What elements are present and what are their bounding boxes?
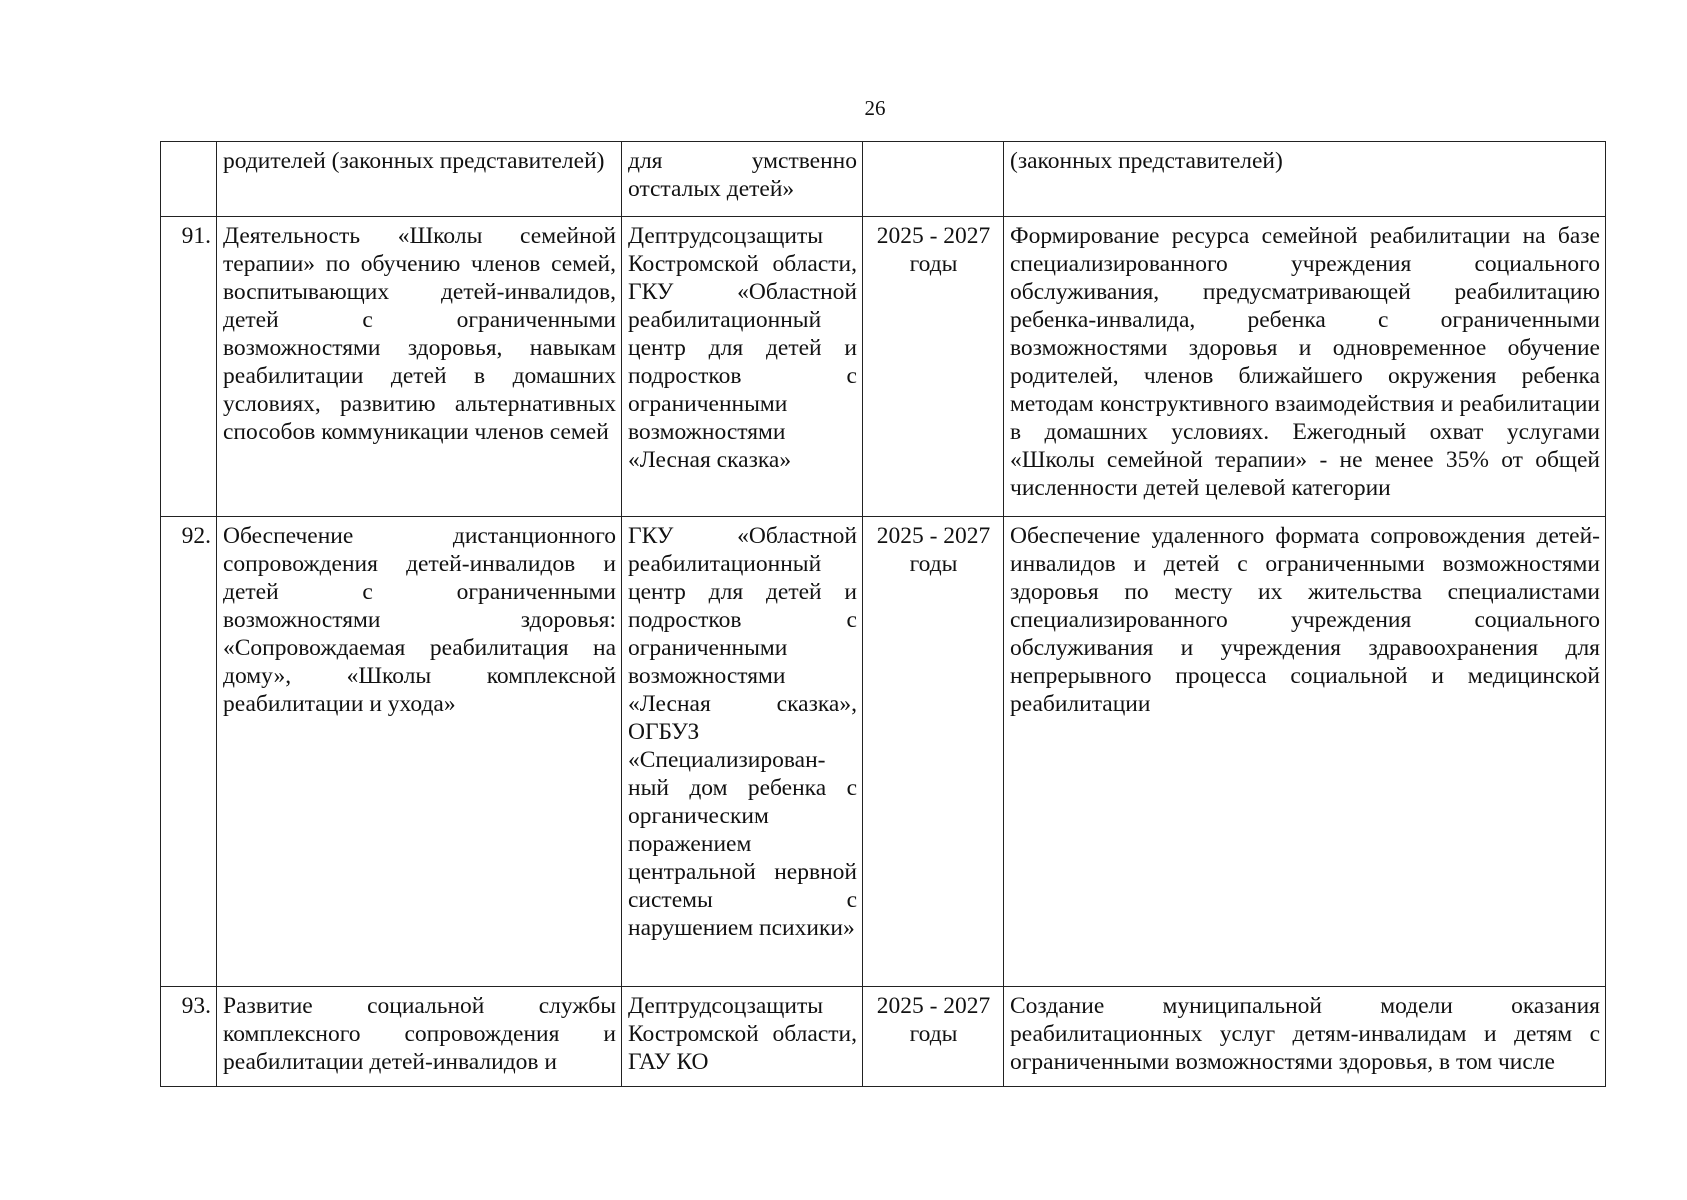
term	[863, 142, 1004, 217]
page-number: 26	[864, 96, 886, 120]
executor: Дептрудсоцзащиты Костромской области, ГКУ «Областной реабилитационный центр для детей и подростков с ограниченными возможностями «Лесная сказка»	[622, 217, 863, 517]
row-number	[161, 142, 217, 217]
term: 2025 - 2027 годы	[863, 517, 1004, 987]
term: 2025 - 2027 годы	[863, 217, 1004, 517]
row-number: 93.	[161, 987, 217, 1087]
executor: Дептрудсоцзащиты Костромской области, ГАУ КО	[622, 987, 863, 1087]
table-row	[161, 987, 1606, 1087]
measure-name: Обеспечение дистанционного сопровождения детей-инвалидов и детей с ограниченными возможностями здоровья: «Сопровождаемая реабилитация на дому», «Школы комплексной реабилитации и ухода»	[217, 517, 622, 987]
table-row	[161, 217, 1606, 517]
expected-result: Создание муниципальной модели оказания реабилитационных услуг детям-инвалидам и детям с ограниченными возможностями здоровья, в том числе	[1004, 987, 1606, 1087]
measure-name: родителей (законных представителей)	[217, 142, 622, 217]
row-number: 91.	[161, 217, 217, 517]
measures-table	[160, 141, 1606, 1087]
expected-result: Формирование ресурса семейной реабилитации на базе специализированного учреждения социального обслуживания, предусматривающей реабилитацию ребенка-инвалида, ребенка с ограниченными возможностями здоровья и одновременное обучение родителей, членов ближайшего окружения ребенка методам конструктивного взаимодействия и реабилитации в домашних условиях. Ежегодный охват услугами «Школы семейной терапии» - не менее 35% от общей численности детей целевой категории	[1004, 217, 1606, 517]
expected-result: (законных представителей)	[1004, 142, 1606, 217]
table-row	[161, 517, 1606, 987]
term: 2025 - 2027 годы	[863, 987, 1004, 1087]
executor: ГКУ «Областной реабилитационный центр для детей и подростков с ограниченными возможностями «Лесная сказка», ОГБУЗ «Специализирован-ный дом ребенка с органическим поражением центральной нервной системы с нарушением психики»	[622, 517, 863, 987]
measure-name: Развитие социальной службы комплексного сопровождения и реабилитации детей-инвалидов и	[217, 987, 622, 1087]
expected-result: Обеспечение удаленного формата сопровождения детей-инвалидов и детей с ограниченными возможностями здоровья по месту их жительства специалистами специализированного учреждения социального обслуживания и учреждения здравоохранения для непрерывного процесса социальной и медицинской реабилитации	[1004, 517, 1606, 987]
row-number: 92.	[161, 517, 217, 987]
table-row	[161, 142, 1606, 217]
executor: для умственно отсталых детей»	[622, 142, 863, 217]
measure-name: Деятельность «Школы семейной терапии» по обучению членов семей, воспитывающих детей-инвалидов, детей с ограниченными возможностями здоровья, навыкам реабилитации детей в домашних условиях, развитию альтернативных способов коммуникации членов семей	[217, 217, 622, 517]
